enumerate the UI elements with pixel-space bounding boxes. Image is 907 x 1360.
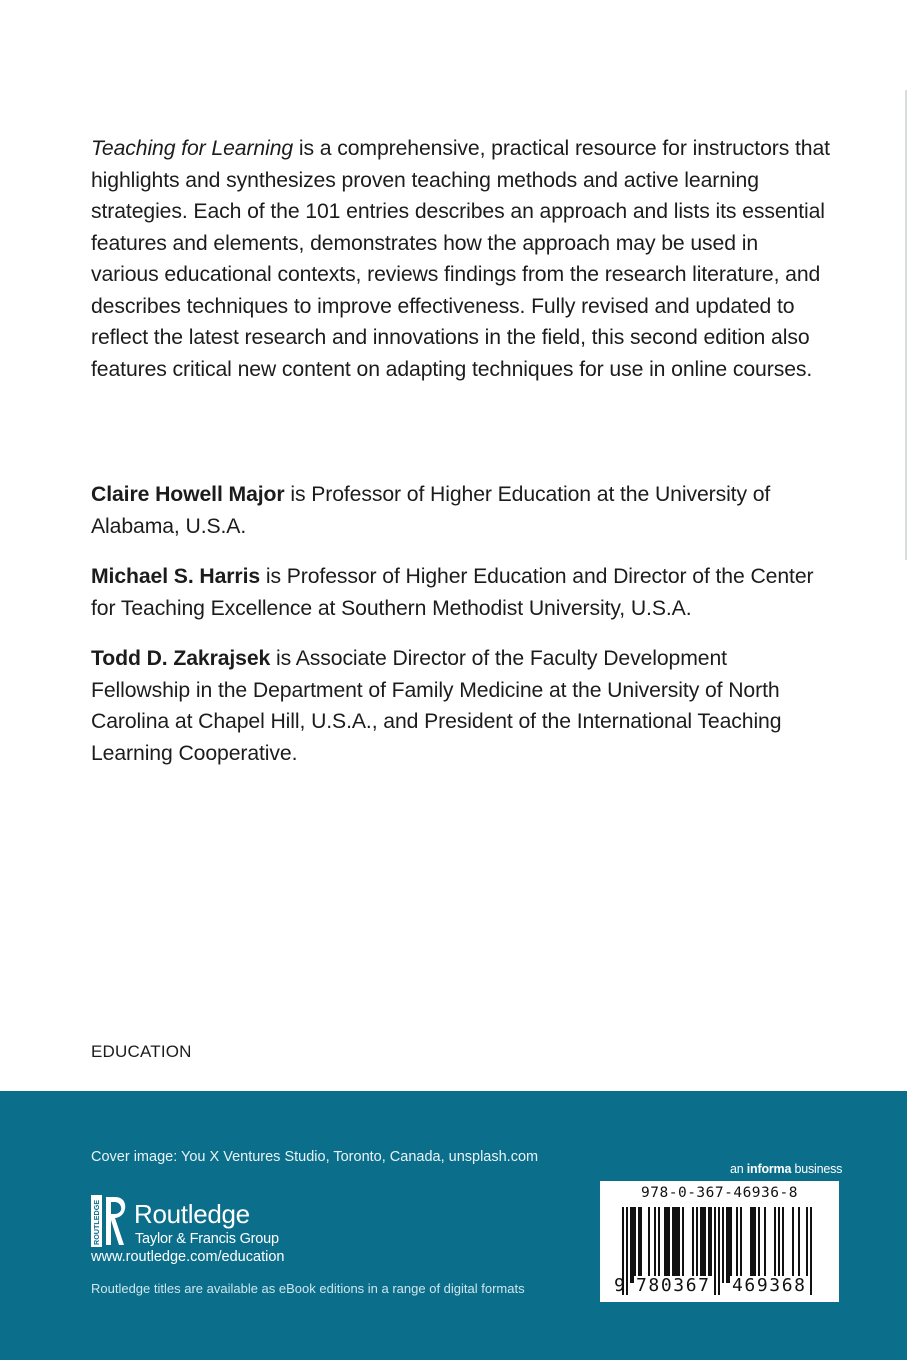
author-bio-2 [91, 561, 831, 624]
routledge-logo [91, 1195, 391, 1255]
barcode-bar [740, 1207, 742, 1283]
barcode-bar [792, 1207, 794, 1283]
book-description-text: is a comprehensive, practical resource for instructors that highlights and synthesizes proven teaching methods and active learning strategies. Each of the 101 entries describes an approach and lists its essential features and elements, demonstrates how the approach may be used in various educational contexts, reviews findings from the research literature, and describes techniques to improve effectiveness. Fully revised and updated to reflect the latest research and innovations in the field, this second edition also features critical new content on adapting techniques for use in online courses. [91, 137, 830, 381]
author-bio-text-2: is Professor of Higher Education and Director of the Center for Teaching Excellence at Southern Methodist University, U.S.A. [91, 565, 814, 620]
cover-image-credit: Cover image: You X Ventures Studio, Toronto, Canada, unsplash.com [91, 1149, 539, 1165]
barcode-bar [750, 1207, 752, 1283]
barcode-bar [726, 1207, 728, 1283]
publisher-group: Taylor & Francis Group [135, 1231, 279, 1247]
barcode-bar [674, 1207, 676, 1283]
barcode-bar [682, 1207, 684, 1283]
barcode-bar [634, 1207, 636, 1283]
barcode-bar [810, 1207, 812, 1295]
barcode-bar [710, 1207, 712, 1283]
author-bio-text-1: is Professor of Higher Education at the University of Alabama, U.S.A. [91, 483, 771, 538]
barcode-bar [752, 1207, 754, 1283]
author-name-3: Todd D. Zakrajsek [91, 647, 271, 670]
isbn-barcode [600, 1181, 839, 1302]
barcode-bar [678, 1207, 680, 1283]
barcode-bar [728, 1207, 730, 1283]
barcode-bar [778, 1207, 780, 1283]
barcode-bar [654, 1207, 656, 1283]
barcode-bar [658, 1207, 660, 1283]
ebook-availability-note: Routledge titles are available as eBook editions in a range of digital formats [91, 1281, 525, 1296]
logo-vertical-text: ROUTLEDGE [92, 1199, 102, 1245]
barcode-bar [798, 1207, 800, 1283]
barcode-bar [696, 1207, 698, 1283]
barcode-bar [626, 1207, 628, 1295]
barcode-bar [640, 1207, 642, 1283]
barcode-bar [754, 1207, 756, 1283]
barcode-bar [648, 1207, 650, 1283]
barcode-bar [782, 1207, 784, 1283]
author-name-2: Michael S. Harris [91, 565, 261, 588]
isbn-number: 978-0-367-46936-8 [641, 1185, 798, 1201]
publisher-name: Routledge [134, 1199, 250, 1229]
author-name-1: Claire Howell Major [91, 483, 285, 506]
ean-first-digit: 9 [614, 1275, 625, 1296]
informa-business-label [730, 1162, 842, 1176]
barcode-bar [704, 1207, 706, 1283]
barcode-bar [708, 1207, 710, 1283]
barcode-bar [702, 1207, 704, 1283]
author-bio-text-3: is Associate Director of the Faculty Development Fellowship in the Department of Family Medicine at the University of North Carolina at Chapel Hill, U.S.A., and President of the International Teaching Learning Cooperative. [91, 647, 782, 765]
barcode-bar [668, 1207, 670, 1283]
informa-prefix: an [730, 1162, 747, 1176]
barcode-bar [764, 1207, 766, 1283]
ean-left-group: 780367 [636, 1275, 711, 1296]
book-description [91, 133, 831, 385]
informa-suffix: business [791, 1162, 843, 1176]
barcode-bar [666, 1207, 668, 1283]
barcode-bar [700, 1207, 702, 1283]
barcode-bar [774, 1207, 776, 1283]
barcode-bar [676, 1207, 678, 1283]
informa-brand: informa [746, 1162, 792, 1176]
barcode-bar [736, 1207, 738, 1283]
routledge-logo-icon [91, 1195, 129, 1247]
barcode-bar [632, 1207, 634, 1283]
barcode-bar [758, 1207, 760, 1283]
barcode-bar [692, 1207, 694, 1283]
footer-band [0, 1091, 907, 1360]
barcode-bar [730, 1207, 732, 1283]
barcode-bar [722, 1207, 724, 1283]
ean-right-group: 469368 [732, 1275, 807, 1296]
barcode-bar [630, 1207, 632, 1283]
book-title-italic: Teaching for Learning [91, 137, 294, 160]
publisher-website: www.routledge.com/education [91, 1249, 285, 1265]
author-bio-3 [91, 643, 831, 769]
author-bio-1 [91, 479, 831, 542]
barcode-bar [638, 1207, 640, 1283]
barcode-bar [714, 1207, 716, 1295]
barcode-bar [718, 1207, 720, 1295]
barcode-bar [672, 1207, 674, 1283]
subject-category: EDUCATION [91, 1042, 192, 1061]
barcode-bar [664, 1207, 666, 1283]
